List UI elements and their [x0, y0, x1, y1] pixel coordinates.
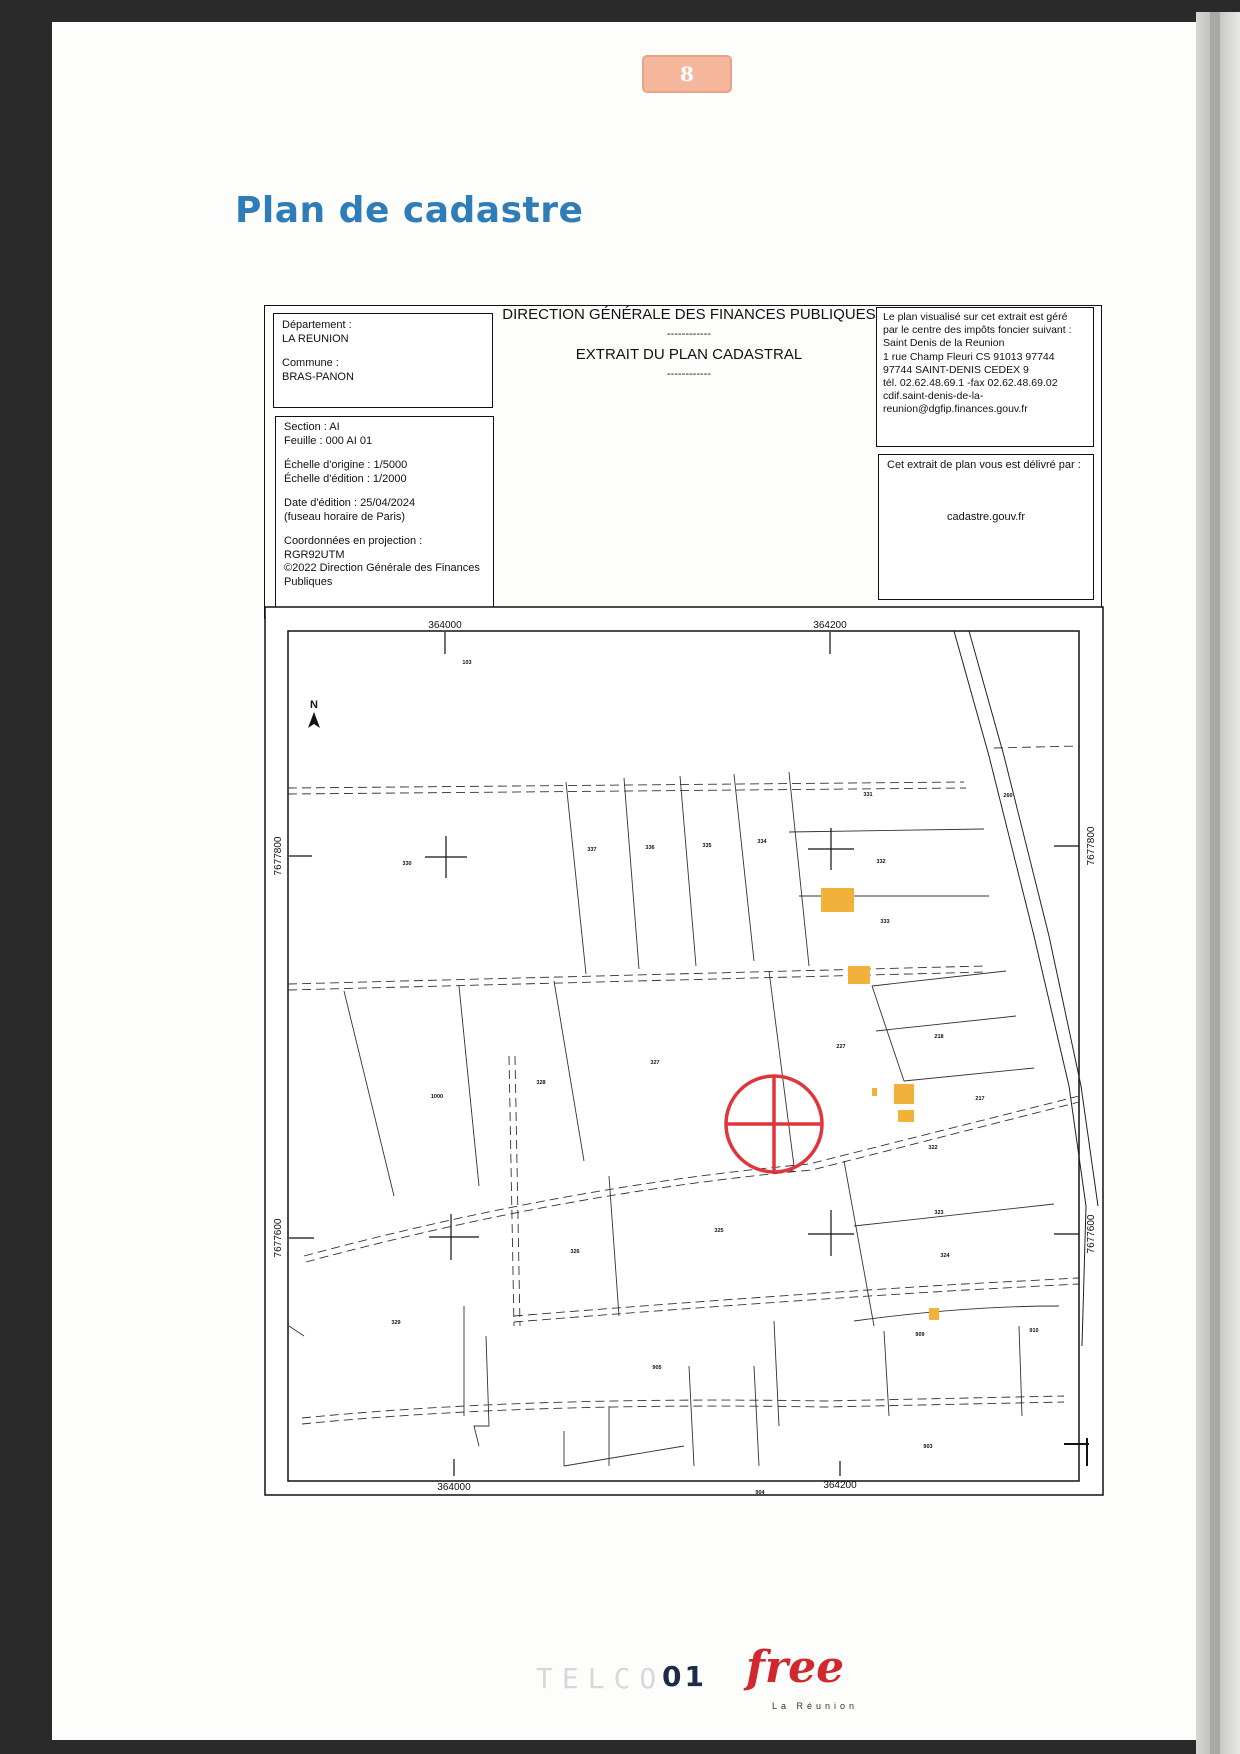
- parcel-number: 328: [536, 1080, 546, 1086]
- coord-y-upper-right: 7677800: [1086, 826, 1097, 866]
- coord-x-top-right: 364200: [813, 620, 847, 631]
- delivery-box: [878, 454, 1094, 600]
- tax-center-line4: 1 rue Champ Fleuri CS 91013 97744: [883, 350, 1055, 363]
- tax-center-line2: par le centre des impôts foncier suivant :: [883, 324, 1072, 337]
- delivery-label: Cet extrait de plan vous est délivré par :: [887, 459, 1081, 471]
- parcel-number: 909: [915, 1332, 925, 1338]
- parcel-number: 336: [645, 845, 655, 851]
- parcel-number: 260: [1003, 793, 1013, 799]
- tax-center-box: [876, 307, 1094, 447]
- parcel-number: 329: [391, 1320, 401, 1326]
- departement-label: Département :: [282, 319, 352, 331]
- parcel-number: 325: [714, 1228, 724, 1234]
- delivery-value: cadastre.gouv.fr: [946, 510, 1026, 523]
- parcel-number: 326: [570, 1249, 580, 1255]
- target-crosshair-icon: [726, 1076, 822, 1172]
- section-text: Section : AI: [284, 421, 340, 433]
- parcel-number: 1000: [430, 1094, 444, 1100]
- tax-center-line1: Le plan visualisé sur cet extrait est géré: [883, 311, 1068, 323]
- free-logo-subtitle: La Réunion: [772, 1701, 859, 1711]
- parcel-number: 331: [863, 792, 873, 798]
- building: [929, 1308, 939, 1320]
- tax-center-line6: tél. 02.62.48.69.1 -fax 02.62.48.69.02: [883, 377, 1058, 390]
- copyright-line1: ©2022 Direction Générale des Finances: [284, 562, 480, 574]
- parcel-number: 337: [587, 847, 597, 853]
- fuseau-text: (fuseau horaire de Paris): [284, 510, 406, 523]
- header-center: [497, 306, 881, 380]
- extrait-heading: EXTRAIT DU PLAN CADASTRAL: [575, 346, 803, 363]
- coord-y-lower-right: 7677600: [1086, 1214, 1097, 1254]
- date-edition-text: Date d'édition : 25/04/2024: [284, 497, 416, 509]
- feuille-text: Feuille : 000 AI 01: [284, 434, 373, 447]
- tax-center-line5: 97744 SAINT-DENIS CEDEX 9: [883, 363, 1029, 376]
- parcel-number: 217: [975, 1096, 985, 1102]
- sheet-info-box: [275, 416, 494, 609]
- parcel-number: 327: [650, 1060, 660, 1066]
- tax-center-line3: Saint Denis de la Reunion: [883, 337, 1005, 350]
- echelle-origine-text: Échelle d'origine : 1/5000: [284, 459, 408, 471]
- parcel-number: 218: [934, 1034, 944, 1040]
- commune-value: BRAS-PANON: [282, 370, 354, 383]
- coord-x-top-left: 364000: [428, 620, 462, 631]
- parcel-number: 323: [934, 1210, 944, 1216]
- page-edge-binding: [1210, 12, 1220, 1754]
- dgfip-heading: DIRECTION GÉNÉRALE DES FINANCES PUBLIQUES: [502, 306, 876, 323]
- departement-value: LA REUNION: [282, 332, 349, 345]
- echelle-edition-text: Échelle d'édition : 1/2000: [284, 472, 407, 485]
- building: [898, 1110, 914, 1122]
- tax-center-line8: reunion@dgfip.finances.gouv.fr: [883, 403, 1028, 416]
- parcel-number: 322: [928, 1145, 938, 1151]
- coord-y-upper-left: 7677800: [273, 836, 284, 876]
- coordonnees-text: Coordonnées en projection : RGR92UTM: [284, 535, 423, 561]
- telco-logo-text: TELCO: [536, 1662, 666, 1695]
- parcel-number: 904: [755, 1490, 765, 1496]
- location-box: [273, 313, 493, 408]
- parcel-number: 335: [702, 843, 712, 849]
- telco-logo-number: 01: [662, 1660, 707, 1693]
- copyright-line2: Publiques: [284, 575, 333, 588]
- building: [848, 966, 870, 984]
- coord-x-bottom-right: 364200: [823, 1480, 857, 1491]
- north-label: N: [310, 699, 318, 711]
- parcel-number: 910: [1029, 1328, 1039, 1334]
- commune-label: Commune :: [282, 357, 339, 369]
- parcel-number: 905: [652, 1365, 662, 1371]
- header-separator: ------------: [667, 328, 711, 340]
- header-separator-2: ------------: [667, 368, 711, 380]
- parcel-number: 103: [462, 660, 472, 666]
- cadastral-map: [264, 606, 1104, 1496]
- building: [872, 1088, 877, 1096]
- parcel-number: 333: [880, 919, 890, 925]
- page-number-badge: 8: [642, 55, 732, 93]
- coord-x-bottom-left: 364000: [437, 1482, 471, 1493]
- parcel-number: 324: [940, 1253, 950, 1259]
- building: [821, 888, 854, 912]
- free-logo: free: [746, 1642, 845, 1693]
- parcel-number: 903: [923, 1444, 933, 1450]
- page-title: Plan de cadastre: [235, 190, 584, 231]
- parcel-number: 332: [876, 859, 886, 865]
- coord-y-lower-left: 7677600: [273, 1218, 284, 1258]
- building: [894, 1084, 914, 1104]
- parcel-number: 330: [402, 861, 412, 867]
- parcel-number: 227: [836, 1044, 846, 1050]
- parcel-number: 334: [757, 839, 767, 845]
- tax-center-line7: cdif.saint-denis-de-la-: [883, 390, 984, 403]
